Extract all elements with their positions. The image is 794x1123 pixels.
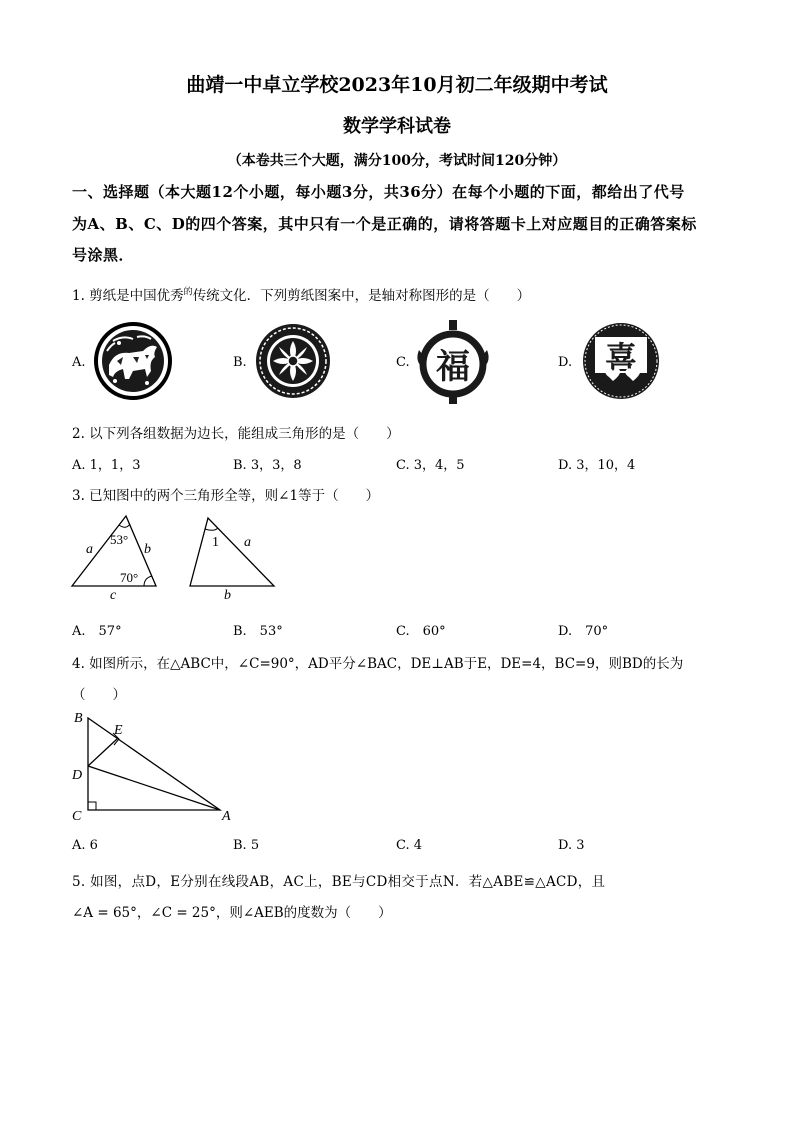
q1-option-a-label: A. [72, 355, 86, 370]
question-4-line1: 4. 如图所示，在△ABC中，∠C=90°，AD平分∠BAC，DE⊥AB于E，DE=4，BC=9，则BD的长为 [72, 656, 684, 672]
q3-option-a: A. 57° [72, 624, 122, 639]
side-b-label-1: b [144, 542, 151, 557]
angle-1-label: 1 [212, 535, 219, 550]
q1-option-c-label: C. [396, 355, 410, 370]
triangle-2 [190, 518, 274, 586]
question-5-line2: ∠A = 65°，∠C = 25°，则∠AEB的度数为（ ） [72, 905, 392, 921]
angle-53-label: 53° [110, 532, 129, 547]
q4-option-c: C. 4 [396, 838, 423, 853]
angle-70-label: 70° [120, 570, 139, 585]
question-1-sup: 的 [183, 287, 193, 298]
question-2: 2. 以下列各组数据为边长，能组成三角形的是（ ） [72, 426, 400, 442]
question-1 [72, 284, 530, 304]
q4-option-a: A. 6 [72, 838, 98, 853]
section1-line3: 号涂黑． [72, 246, 135, 264]
side-a-label-1: a [86, 542, 93, 557]
section1-line1: 一、选择题（本大题12个小题，每小题3分，共36分）在每个小题的下面，都给出了代号 [72, 183, 685, 201]
q3-triangles-figure [68, 510, 288, 604]
question-3: 3. 已知图中的两个三角形全等，则∠1等于（ ） [72, 488, 380, 504]
side-b-label-2: b [224, 588, 231, 603]
papercut-fu-image [415, 320, 491, 404]
segment-de [88, 739, 117, 766]
q2-option-c: C. 3，4，5 [396, 458, 465, 473]
xi-character: 喜 [604, 339, 638, 377]
section1-line2: 为A、B、C、D的四个答案，其中只有一个是正确的，请将答题卡上对应题目的正确答案标 [72, 215, 697, 233]
papercut-double-happiness-image [581, 321, 661, 401]
point-c-label: C [72, 809, 82, 824]
question-4-line2: （ ） [72, 687, 126, 703]
q4-option-d: D. 3 [558, 838, 585, 853]
point-d-label: D [72, 768, 83, 783]
papercut-flower-image [253, 321, 333, 401]
papercut-ox-image [93, 321, 173, 401]
q1-option-d-label: D. [558, 355, 573, 370]
triangle-abc [88, 718, 220, 810]
question-1-text-b: 传统文化．下列剪纸图案中，是轴对称图形的是（ ） [192, 288, 531, 304]
q2-option-b: B. 3，3，8 [233, 458, 302, 473]
point-a-label: A [222, 809, 231, 824]
point-b-label: B [74, 711, 83, 726]
page-subtitle: 数学学科试卷 [343, 116, 451, 137]
q2-option-d: D. 3，10，4 [558, 458, 636, 473]
side-a-label-2: a [244, 535, 251, 550]
fu-character: 福 [436, 347, 470, 387]
question-5-line1: 5. 如图，点D，E分别在线段AB，AC上，BE与CD相交于点N．若△ABE≌△ACD，且 [72, 874, 606, 890]
q2-option-a: A. 1，1，3 [72, 458, 141, 473]
exam-note: （本卷共三个大题，满分100分，考试时间120分钟） [227, 153, 567, 169]
side-c-label-1: c [110, 588, 117, 603]
q3-option-b: B. 53° [233, 624, 283, 639]
segment-ad [88, 766, 220, 810]
page-title: 曲靖一中卓立学校2023年10月初二年级期中考试 [186, 74, 608, 96]
q1-option-b-label: B. [233, 355, 247, 370]
q3-option-d: D. 70° [558, 624, 609, 639]
q4-triangle-figure [66, 706, 246, 826]
q4-option-b: B. 5 [233, 838, 260, 853]
question-1-text-a: 1. 剪纸是中国优秀 [72, 288, 184, 304]
point-e-label: E [114, 723, 123, 738]
q3-option-c: C. 60° [396, 624, 446, 639]
